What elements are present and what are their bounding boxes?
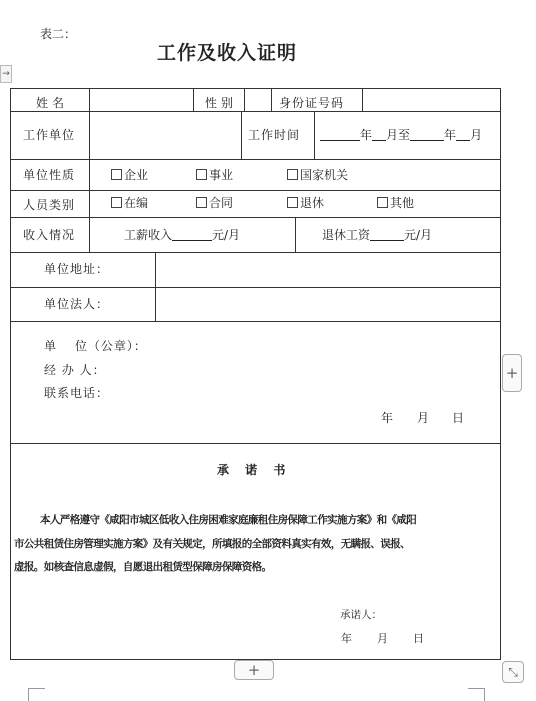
page-corner-mark-left bbox=[28, 688, 45, 701]
pledge-title: 承 诺 书 bbox=[217, 463, 292, 477]
checkbox-icon[interactable] bbox=[196, 197, 207, 208]
checkbox-icon[interactable] bbox=[377, 197, 388, 208]
staff-type-option-permanent[interactable]: 在编 bbox=[111, 196, 148, 210]
table-move-handle[interactable] bbox=[0, 65, 12, 83]
resize-icon: ⤡ bbox=[508, 665, 518, 679]
pledge-line-3: 虚报。如核查信息虚假，自愿退出租赁型保障房保障资格。 bbox=[14, 561, 272, 573]
checkbox-icon[interactable] bbox=[196, 169, 207, 180]
unit-type-option-government[interactable]: 国家机关 bbox=[287, 168, 348, 182]
unit-type-option-enterprise[interactable]: 企业 bbox=[111, 168, 148, 182]
legal-person-label: 单位法人： bbox=[44, 297, 110, 311]
checkbox-icon[interactable] bbox=[111, 169, 122, 180]
phone-label: 联系电话： bbox=[44, 386, 110, 400]
table-number: 表二： bbox=[40, 27, 77, 41]
staff-type-option-other[interactable]: 其他 bbox=[377, 196, 414, 210]
salary-blank[interactable] bbox=[172, 228, 212, 241]
add-column-button[interactable] bbox=[502, 354, 522, 392]
start-year-blank[interactable] bbox=[320, 128, 360, 141]
plus-icon: + bbox=[247, 661, 261, 679]
unit-address-field[interactable] bbox=[156, 253, 500, 287]
move-arrow-icon: → bbox=[2, 69, 10, 79]
staff-type-label: 人员类别 bbox=[23, 198, 76, 212]
plus-icon: + bbox=[505, 364, 519, 382]
pledge-signer-label: 承诺人： bbox=[340, 609, 382, 621]
unit-type-option-institution[interactable]: 事业 bbox=[196, 168, 233, 182]
unit-address-label: 单位地址： bbox=[44, 262, 110, 276]
gender-label: 性别 bbox=[205, 96, 238, 110]
unit-type-label: 单位性质 bbox=[23, 168, 76, 182]
legal-person-field[interactable] bbox=[156, 288, 500, 321]
name-field[interactable] bbox=[90, 89, 193, 111]
seal-date-day: 日 bbox=[452, 411, 465, 425]
gender-field[interactable] bbox=[245, 89, 271, 111]
income-label: 收入情况 bbox=[23, 228, 76, 242]
pension-blank[interactable] bbox=[370, 228, 404, 241]
start-month-blank[interactable] bbox=[372, 128, 386, 141]
pension-income: 退休工资 元/月 bbox=[322, 228, 433, 242]
seal-date-month: 月 bbox=[417, 411, 430, 425]
table-resize-handle[interactable] bbox=[502, 661, 524, 683]
seal-date-year: 年 bbox=[381, 411, 394, 425]
work-time-label: 工作时间 bbox=[248, 128, 301, 142]
pledge-line-1: 本人严格遵守《咸阳市城区低收入住房困难家庭廉租住房保障工作实施方案》和《咸阳 bbox=[40, 514, 417, 526]
work-unit-label: 工作单位 bbox=[23, 128, 76, 142]
id-number-field[interactable] bbox=[363, 89, 500, 111]
page-corner-mark-right bbox=[468, 688, 485, 701]
add-row-button[interactable] bbox=[234, 660, 274, 680]
staff-type-option-retired[interactable]: 退休 bbox=[287, 196, 324, 210]
handler-label: 经 办 人： bbox=[44, 363, 106, 377]
id-number-label: 身份证号码 bbox=[279, 96, 345, 110]
pledge-date-year: 年 bbox=[341, 632, 352, 645]
checkbox-icon[interactable] bbox=[287, 169, 298, 180]
end-year-blank[interactable] bbox=[410, 128, 444, 141]
form-title: 工作及收入证明 bbox=[157, 42, 298, 64]
checkbox-icon[interactable] bbox=[111, 197, 122, 208]
unit-seal-label: 单 位（公章）： bbox=[44, 339, 147, 353]
work-unit-field[interactable] bbox=[90, 112, 241, 159]
pledge-line-2: 市公共租赁住房管理实施方案》及有关规定，所填报的全部资料真实有效，无瞒报、误报、 bbox=[14, 538, 410, 550]
checkbox-icon[interactable] bbox=[287, 197, 298, 208]
pledge-date-day: 日 bbox=[413, 632, 424, 645]
pledge-date-month: 月 bbox=[377, 632, 388, 645]
staff-type-option-contract[interactable]: 合同 bbox=[196, 196, 233, 210]
name-label: 姓名 bbox=[36, 96, 69, 110]
salary-income: 工薪收入 元/月 bbox=[124, 228, 241, 242]
end-month-blank[interactable] bbox=[456, 128, 470, 141]
work-time-range: 年 月至 年 月 bbox=[320, 128, 482, 142]
